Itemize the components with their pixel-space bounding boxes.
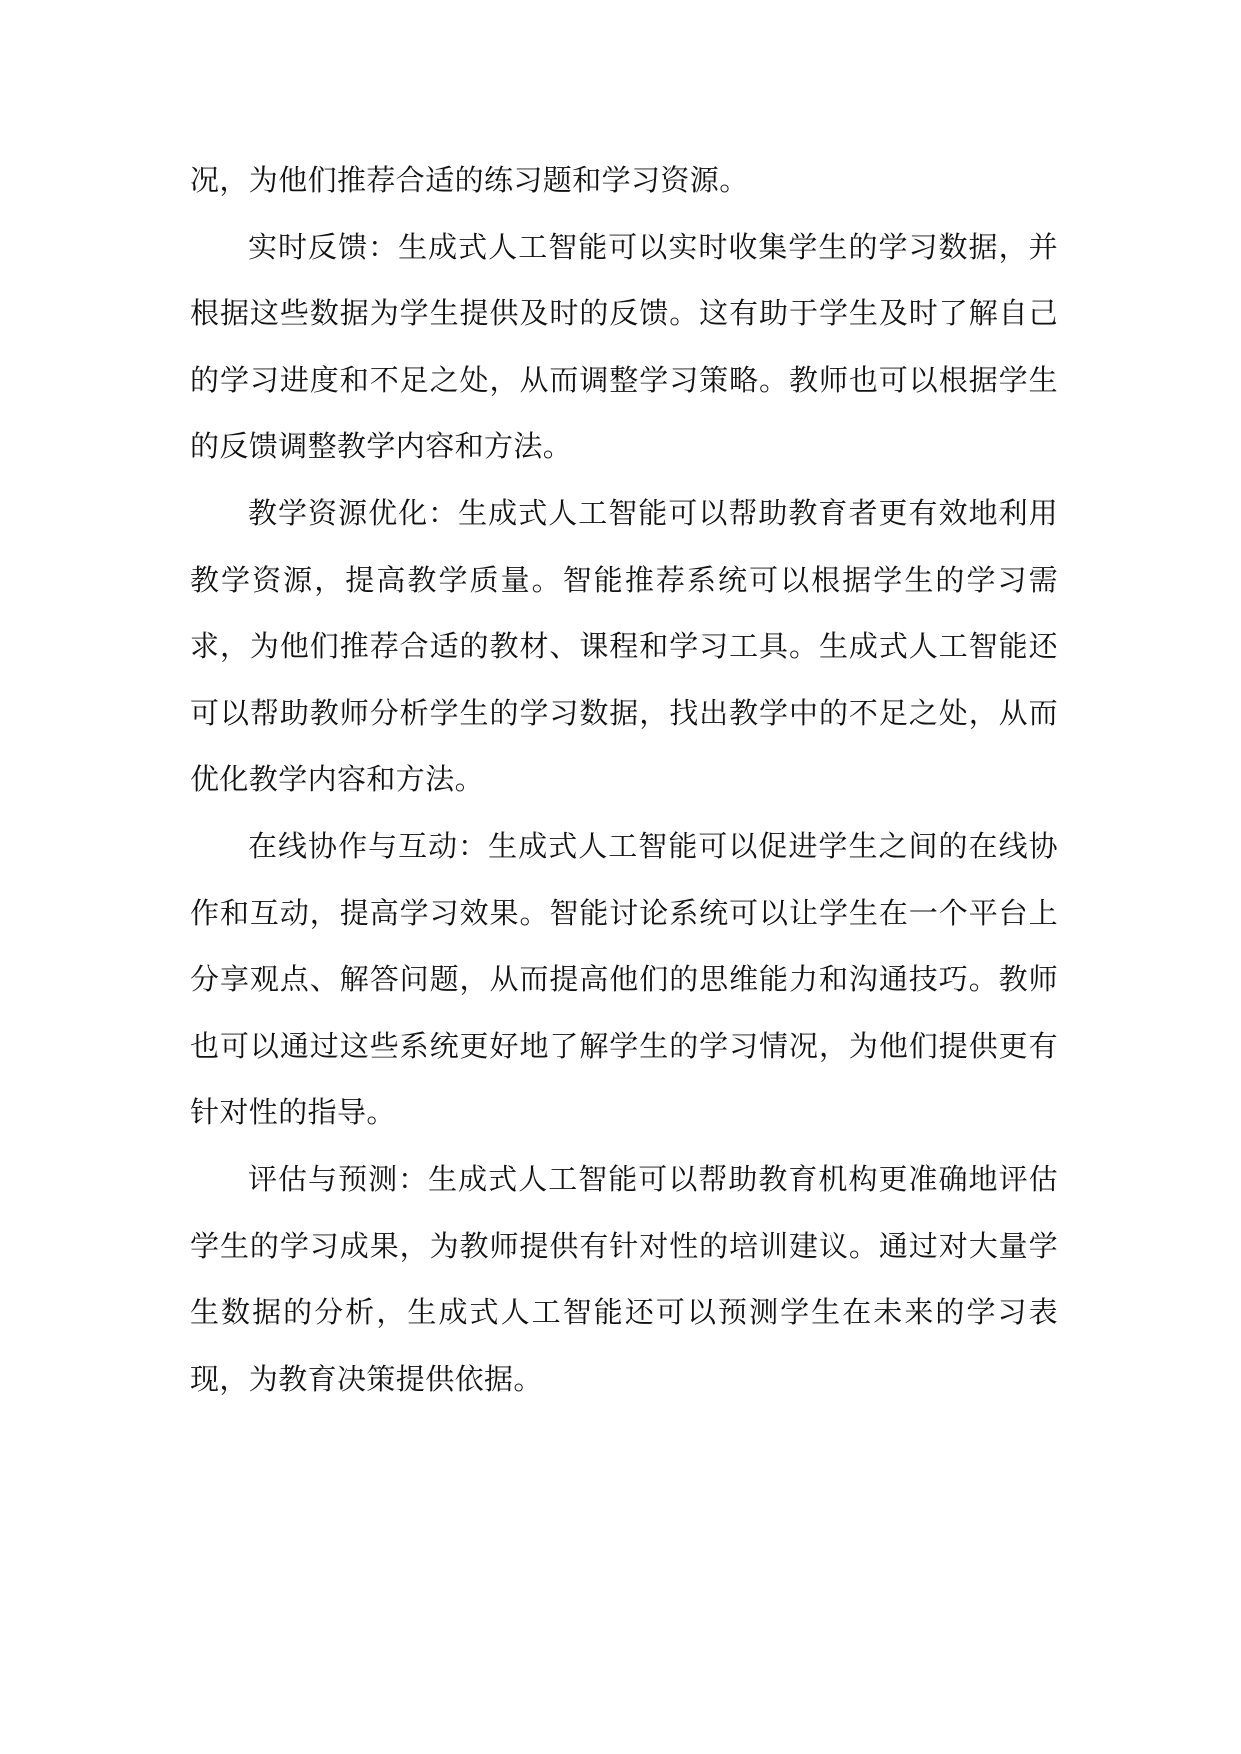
paragraph-assessment-prediction: 评估与预测：生成式人工智能可以帮助教育机构更准确地评估学生的学习成果，为教师提供有针对性的培训建议。通过对大量学生数据的分析，生成式人工智能还可以预测学生在未来的学习表现，为教育决策提供依据。 — [190, 1161, 1058, 1396]
paragraph-continuation: 况，为他们推荐合适的练习题和学习资源。 — [190, 163, 749, 197]
document-body — [190, 147, 1058, 1412]
paragraph-online-collaboration: 在线协作与互动：生成式人工智能可以促进学生之间的在线协作和互动，提高学习效果。智能讨论系统可以让学生在一个平台上分享观点、解答问题，从而提高他们的思维能力和沟通技巧。教师也可以通过这些系统更好地了解学生的学习情况，为他们提供更有针对性的指导。 — [190, 828, 1058, 1130]
paragraph-teaching-resource-optimization: 教学资源优化：生成式人工智能可以帮助教育者更有效地利用教学资源，提高教学质量。智能推荐系统可以根据学生的学习需求，为他们推荐合适的教材、课程和学习工具。生成式人工智能还可以帮助教师分析学生的学习数据，找出教学中的不足之处，从而优化教学内容和方法。 — [190, 495, 1058, 797]
paragraph-real-time-feedback: 实时反馈：生成式人工智能可以实时收集学生的学习数据，并根据这些数据为学生提供及时的反馈。这有助于学生及时了解自己的学习进度和不足之处，从而调整学习策略。教师也可以根据学生的反馈调整教学内容和方法。 — [190, 229, 1058, 464]
